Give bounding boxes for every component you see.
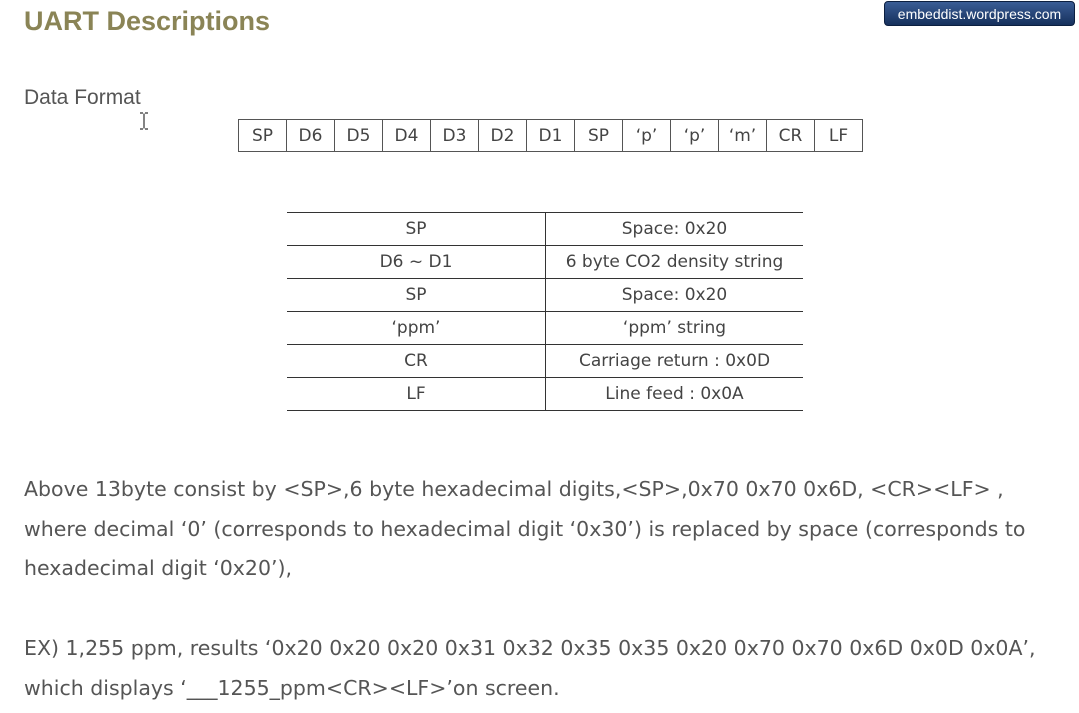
field-meaning-cell: Carriage return : 0x0D [546, 345, 804, 378]
field-name-cell: ‘ppm’ [287, 312, 546, 345]
table-row [287, 246, 803, 279]
table-row [287, 213, 803, 246]
field-description-table [287, 212, 803, 411]
field-meaning-cell: Line feed : 0x0A [546, 378, 804, 411]
frame-cell: ‘p’ [671, 120, 719, 152]
frame-cell: D2 [479, 120, 527, 152]
frame-cell: D6 [287, 120, 335, 152]
frame-cell: SP [239, 120, 287, 152]
table-row [287, 378, 803, 411]
text-cursor-icon [139, 112, 149, 130]
field-name-cell: SP [287, 213, 546, 246]
data-frame-table [238, 119, 863, 152]
page-title: UART Descriptions [24, 6, 271, 36]
frame-cell: CR [767, 120, 815, 152]
field-name-cell: SP [287, 279, 546, 312]
field-name-cell: LF [287, 378, 546, 411]
explanation-paragraph: Above 13byte consist by <SP>,6 byte hexadecimal digits,<SP>,0x70 0x70 0x6D, <CR><LF> , where decimal ‘0’ (corresponds to hexadecimal digit ‘0x30’) is replaced by space (corresponds to hexadecimal digit ‘0x20’), [24, 477, 1026, 580]
field-name-cell: D6 ~ D1 [287, 246, 546, 279]
frame-cell: D4 [383, 120, 431, 152]
table-row [287, 279, 803, 312]
field-meaning-cell: Space: 0x20 [546, 279, 804, 312]
example-paragraph: EX) 1,255 ppm, results ‘0x20 0x20 0x20 0x31 0x32 0x35 0x35 0x20 0x70 0x70 0x6D 0x0D 0x0A’, which displays ‘___1255_ppm<CR><LF>’on screen. [24, 636, 1036, 700]
field-meaning-cell: Space: 0x20 [546, 213, 804, 246]
table-row [287, 312, 803, 345]
frame-cell: LF [815, 120, 863, 152]
frame-cell: D3 [431, 120, 479, 152]
data-format-heading: Data Format [24, 86, 141, 109]
field-meaning-cell: ‘ppm’ string [546, 312, 804, 345]
frame-cell: ‘p’ [623, 120, 671, 152]
frame-cell: D1 [527, 120, 575, 152]
frame-cell: ‘m’ [719, 120, 767, 152]
watermark-badge: embeddist.wordpress.com [884, 1, 1075, 26]
data-frame-row [239, 120, 863, 152]
frame-cell: D5 [335, 120, 383, 152]
frame-cell: SP [575, 120, 623, 152]
field-meaning-cell: 6 byte CO2 density string [546, 246, 804, 279]
table-row [287, 345, 803, 378]
field-name-cell: CR [287, 345, 546, 378]
